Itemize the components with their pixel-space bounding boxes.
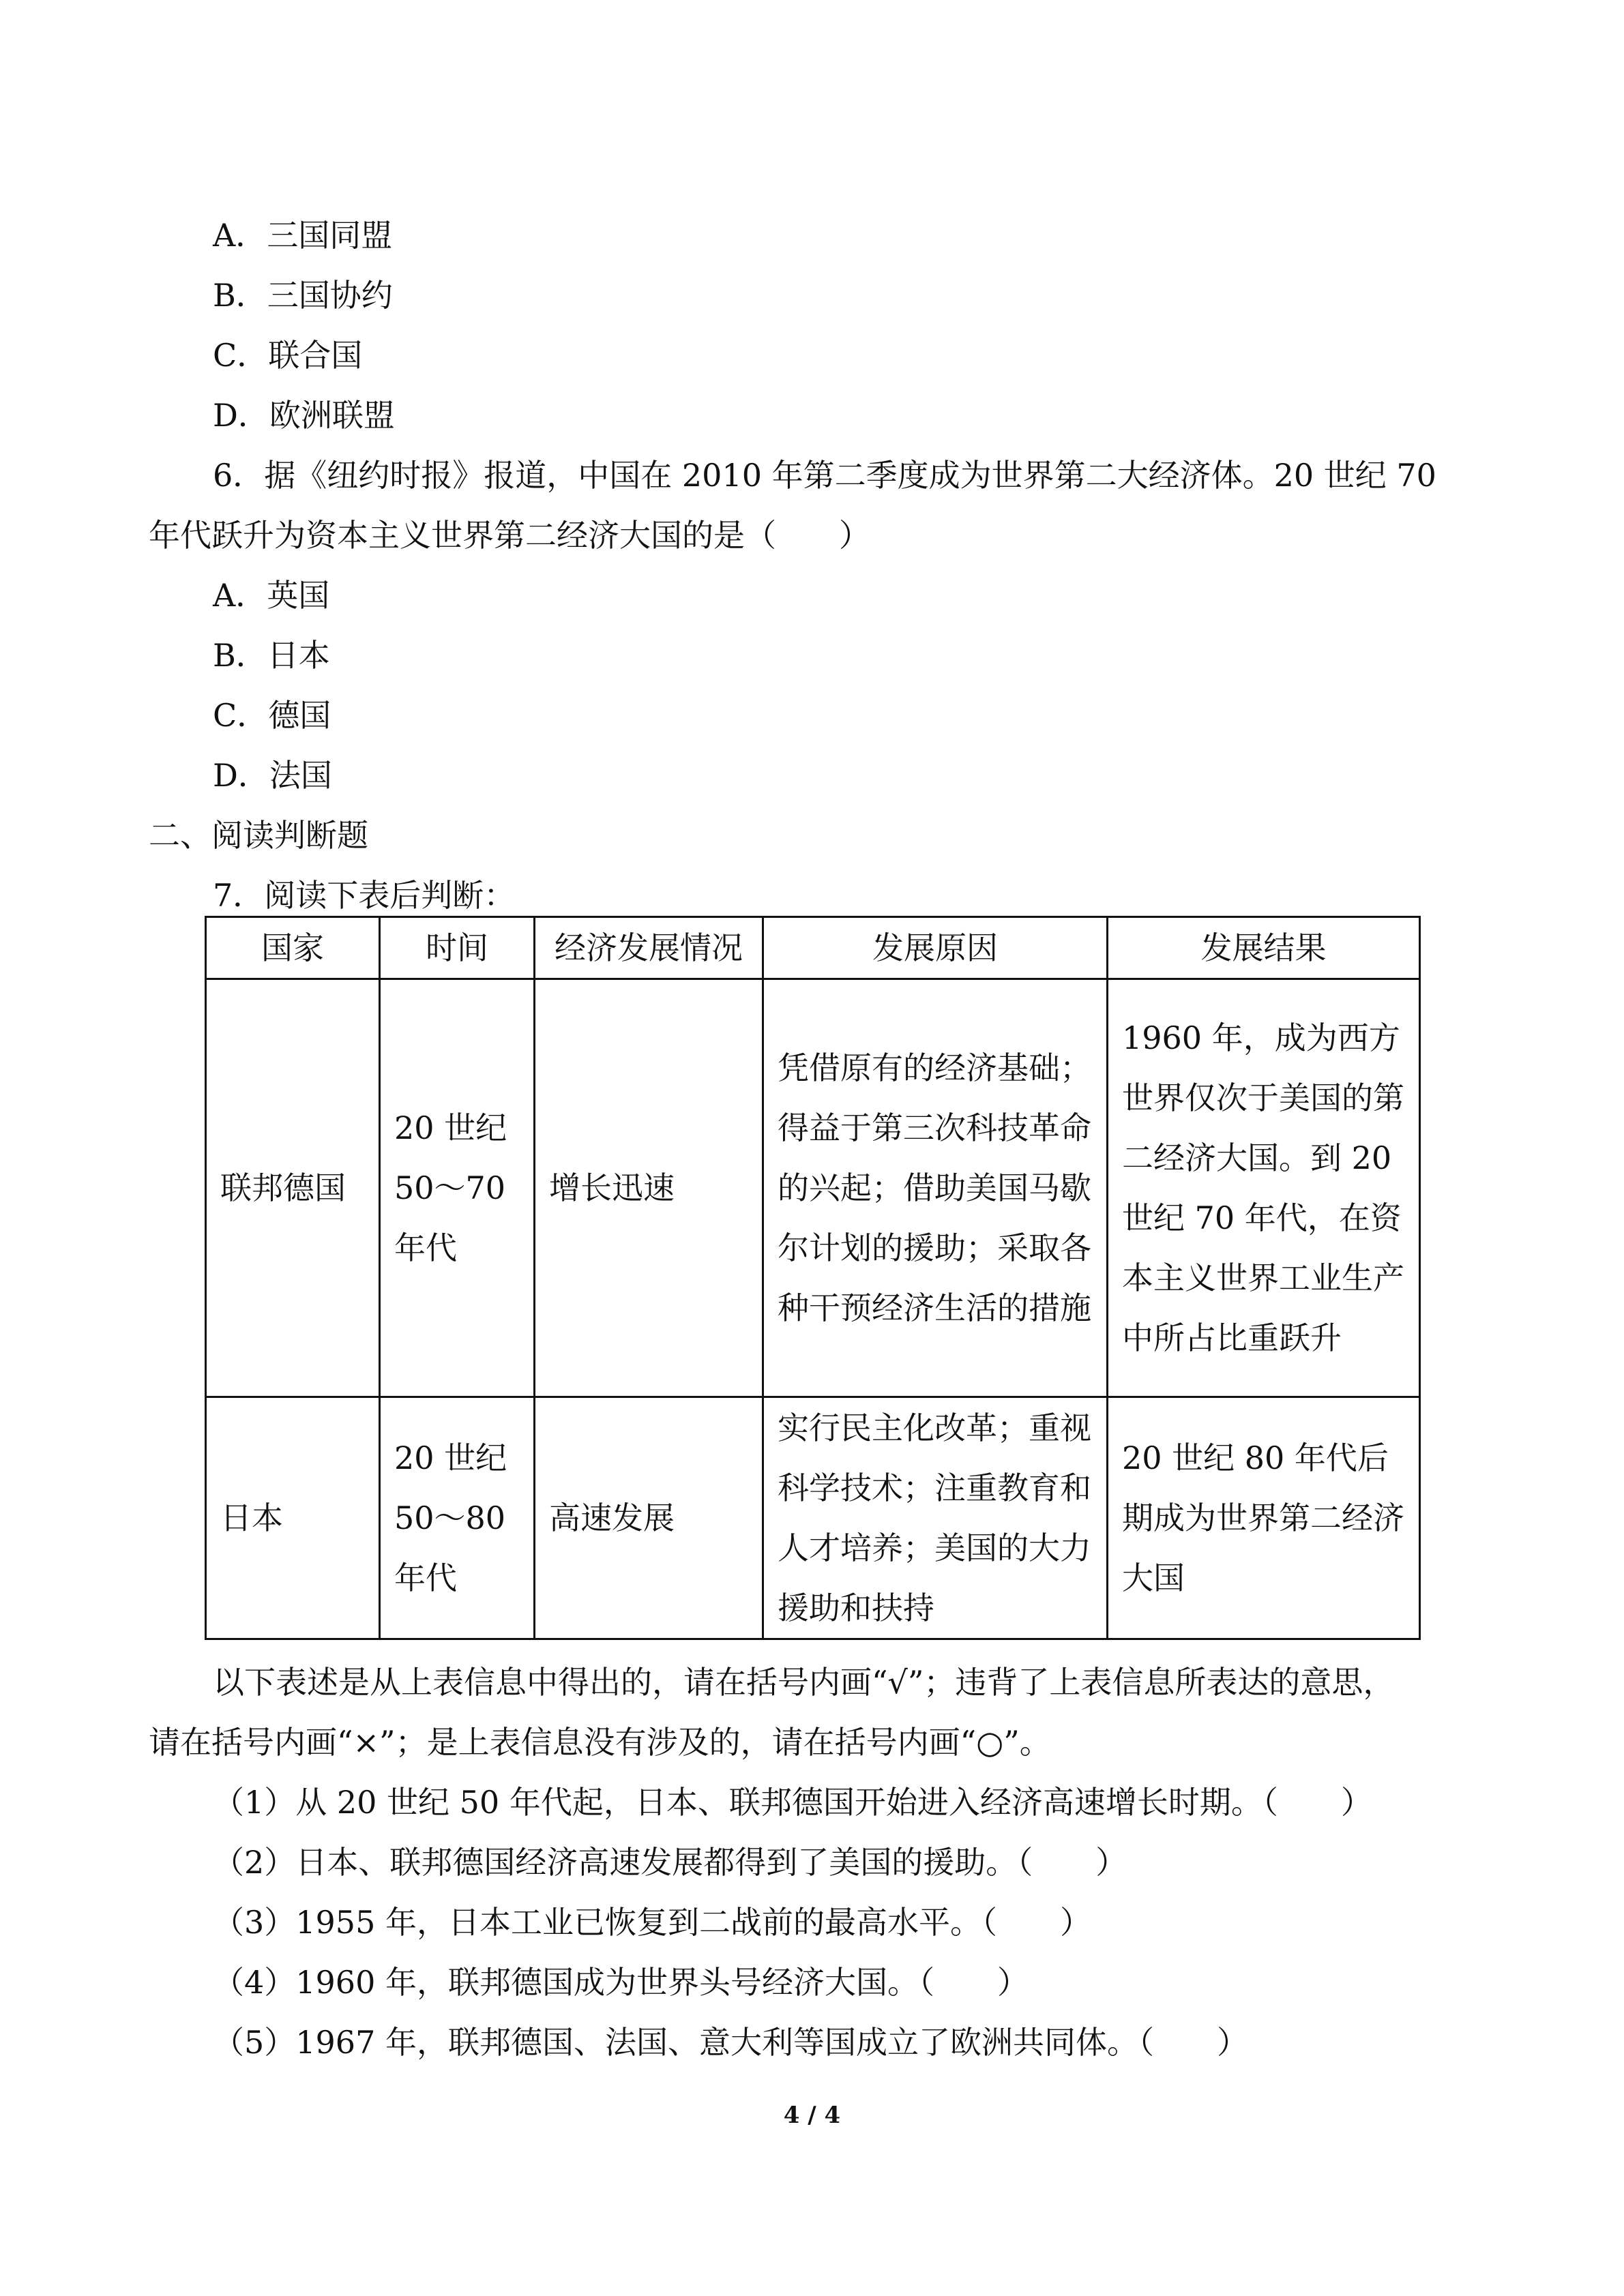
q6-option-b: B．日本 (213, 637, 330, 674)
q5-option-d: D．欧洲联盟 (213, 397, 395, 434)
table-row (206, 1397, 1420, 1639)
page-number: 4 / 4 (783, 2102, 841, 2129)
cell-reason (763, 979, 1108, 1397)
q6-option-c: C．德国 (213, 697, 331, 734)
cell-result (1108, 1397, 1420, 1639)
cell-time-text: 20 世纪 50～70 年代 (394, 1109, 507, 1266)
q6-option-a: A．英国 (213, 577, 330, 614)
cell-result-text: 20 世纪 80 年代后期成为世界第二经济大国 (1122, 1440, 1404, 1596)
cell-situation-text: 增长迅速 (549, 1169, 675, 1206)
cell-time (380, 979, 535, 1397)
header-reason: 发展原因 (763, 917, 1108, 979)
cell-situation (535, 979, 763, 1397)
table-header-row (206, 917, 1420, 979)
table-row (206, 979, 1420, 1397)
q5-option-a: A．三国同盟 (213, 217, 393, 254)
statement-1: （1）从 20 世纪 50 年代起，日本、联邦德国开始进入经济高速增长时期。（ ） (213, 1784, 1372, 1821)
cell-country-text: 日本 (220, 1500, 283, 1536)
statement-2: （2）日本、联邦德国经济高速发展都得到了美国的援助。（ ） (213, 1844, 1127, 1881)
cell-country (206, 1397, 380, 1639)
cell-reason (763, 1397, 1108, 1639)
statement-4: （4）1960 年，联邦德国成为世界头号经济大国。（ ） (213, 1964, 1029, 2001)
statement-3: （3）1955 年，日本工业已恢复到二战前的最高水平。（ ） (213, 1904, 1091, 1941)
q6-option-d: D．法国 (213, 757, 332, 794)
section-title: 二、阅读判断题 (149, 817, 368, 854)
economic-development-table (205, 916, 1421, 1640)
cell-result (1108, 979, 1420, 1397)
q7-instruction-line-2: 请在括号内画“×”；是上表信息没有涉及的，请在括号内画“○”。 (149, 1724, 1051, 1761)
q5-option-c: C．联合国 (213, 337, 363, 374)
cell-reason-text: 实行民主化改革；重视科学技术；注重教育和人才培养；美国的大力援助和扶持 (778, 1410, 1091, 1626)
cell-situation (535, 1397, 763, 1639)
cell-time (380, 1397, 535, 1639)
q6-stem-line-2: 年代跃升为资本主义世界第二经济大国的是（ ） (149, 517, 870, 554)
q6-stem-line-1: 6．据《纽约时报》报道，中国在 2010 年第二季度成为世界第二大经济体。20 世纪 70 (213, 457, 1436, 494)
cell-result-text: 1960 年，成为西方世界仅次于美国的第二经济大国。到 20 世纪 70 年代，在资本主义世界工业生产中所占比重跃升 (1122, 1019, 1404, 1356)
header-time: 时间 (380, 917, 535, 979)
cell-country-text: 联邦德国 (220, 1169, 346, 1206)
cell-situation-text: 高速发展 (549, 1500, 675, 1536)
statement-5: （5）1967 年，联邦德国、法国、意大利等国成立了欧洲共同体。（ ） (213, 2024, 1248, 2061)
cell-time-text: 20 世纪 50～80 年代 (394, 1440, 507, 1596)
q7-instruction-line-1: 以下表述是从上表信息中得出的，请在括号内画“√”；违背了上表信息所表达的意思， (213, 1664, 1395, 1701)
cell-country (206, 979, 380, 1397)
cell-reason-text: 凭借原有的经济基础；得益于第三次科技革命的兴起；借助美国马歇尔计划的援助；采取各种干预经济生活的措施 (778, 1049, 1091, 1326)
header-country: 国家 (206, 917, 380, 979)
q5-option-b: B．三国协约 (213, 277, 393, 314)
header-result: 发展结果 (1108, 917, 1420, 979)
q7-stem: 7．阅读下表后判断： (213, 877, 516, 914)
header-situation: 经济发展情况 (535, 917, 763, 979)
